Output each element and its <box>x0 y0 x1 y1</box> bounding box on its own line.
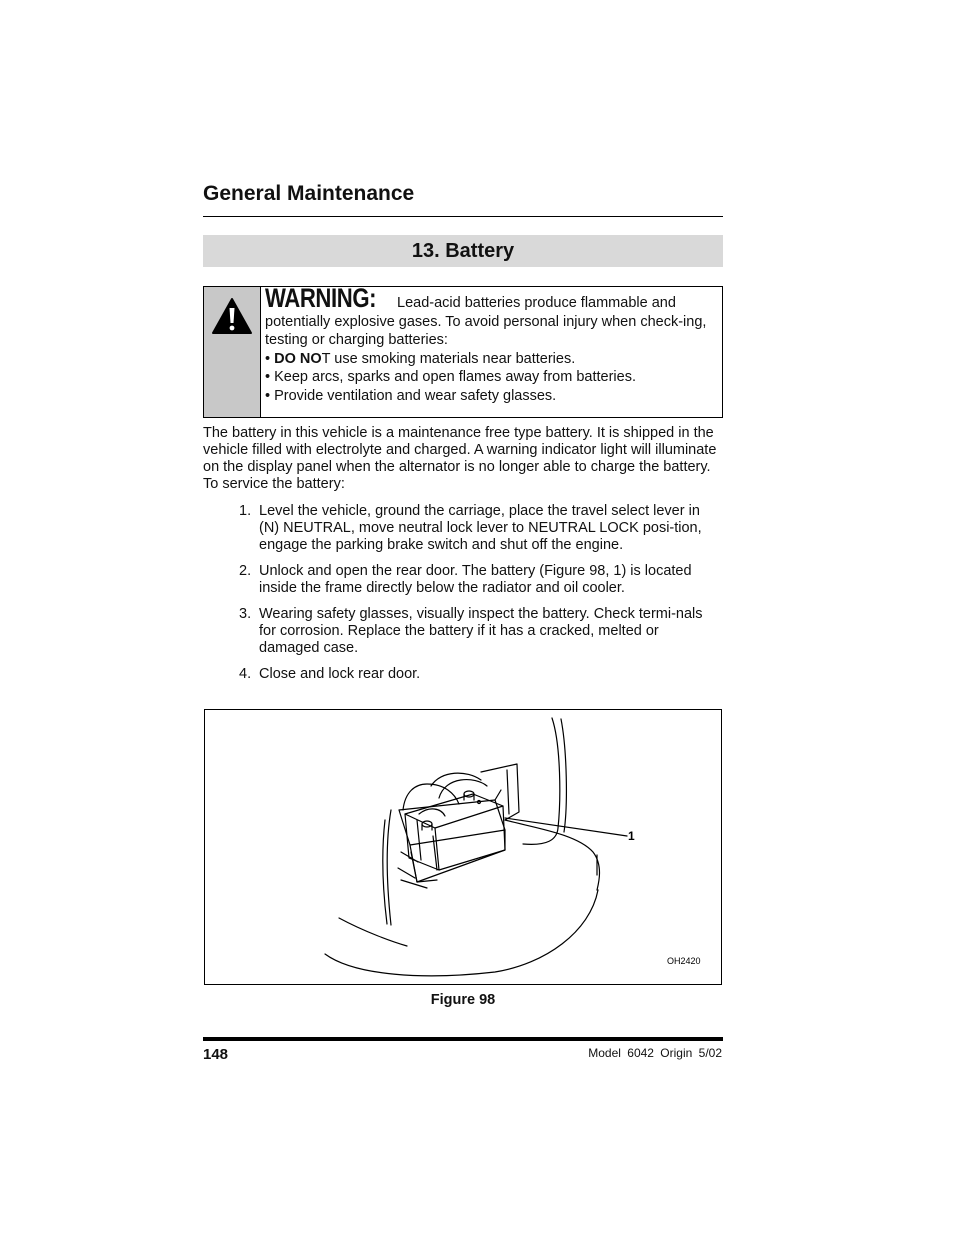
chapter-rule <box>203 216 723 217</box>
footer-model-info: Model 6042 Origin 5/02 <box>588 1046 722 1060</box>
step-number: 3. <box>239 606 252 622</box>
figure-code: OH2420 <box>667 956 701 966</box>
step-number: 2. <box>239 563 252 579</box>
step-item <box>239 503 723 554</box>
warning-intro: Lead-acid batteries produce flammable and potentially explosive gases. To avoid personal injury when check-ing, testing or charging batteries: <box>265 295 707 349</box>
battery-illustration <box>205 710 721 984</box>
step-item <box>239 666 723 683</box>
warning-bullet-text: Provide ventilation and wear safety glasses. <box>274 387 557 404</box>
warning-bullet-text: T use smoking materials near batteries. <box>321 350 576 367</box>
warning-box <box>203 283 723 418</box>
chapter-title: General Maintenance <box>203 182 415 205</box>
step-item <box>239 606 723 657</box>
step-text: Level the vehicle, ground the carriage, place the travel select lever in (N) NEUTRAL, move neutral lock lever to NEUTRAL LOCK posi-tion, engage the parking brake switch and shut off the engine. <box>259 503 702 553</box>
warning-bullet-text: Keep arcs, sparks and open flames away from batteries. <box>274 369 636 386</box>
figure-caption: Figure 98 <box>430 992 496 1008</box>
step-list <box>239 503 723 692</box>
step-number: 1. <box>239 503 252 519</box>
step-text: Close and lock rear door. <box>259 666 421 682</box>
warning-text <box>265 283 717 406</box>
warning-triangle-icon <box>211 297 253 335</box>
warning-bullet: • Provide ventilation and wear safety glasses. <box>265 387 557 404</box>
figure-callout-label: 1 <box>628 829 635 843</box>
warning-first-line <box>265 283 717 350</box>
warning-bullet: • DO NOT use smoking materials near batteries. <box>265 350 576 367</box>
step-number: 4. <box>239 666 252 682</box>
section-bar <box>203 235 723 267</box>
footer-rule <box>203 1037 723 1041</box>
figure-box <box>204 709 722 985</box>
section-title: 13. Battery <box>411 240 515 262</box>
warning-bullet: • Keep arcs, sparks and open flames away from batteries. <box>265 369 636 386</box>
step-text: Wearing safety glasses, visually inspect the battery. Check termi-nals for corrosion. Replace the battery if it has a cracked, melted or damaged case. <box>259 606 703 656</box>
warning-bullet-bold: DO NO <box>274 350 322 367</box>
warning-heading: WARNING: <box>265 283 377 313</box>
step-item <box>239 563 723 597</box>
page-number: 148 <box>203 1046 229 1063</box>
warning-sidebar <box>204 287 261 417</box>
intro-paragraph: The battery in this vehicle is a maintenance free type battery. It is shipped in the vehicle filled with electrolyte and charged. A warning indicator light will illuminate on the display panel when the alternator is no longer able to charge the battery. To service the battery: <box>203 425 717 492</box>
step-text: Unlock and open the rear door. The battery (Figure 98, 1) is located inside the frame directly below the radiator and oil cooler. <box>259 563 692 596</box>
